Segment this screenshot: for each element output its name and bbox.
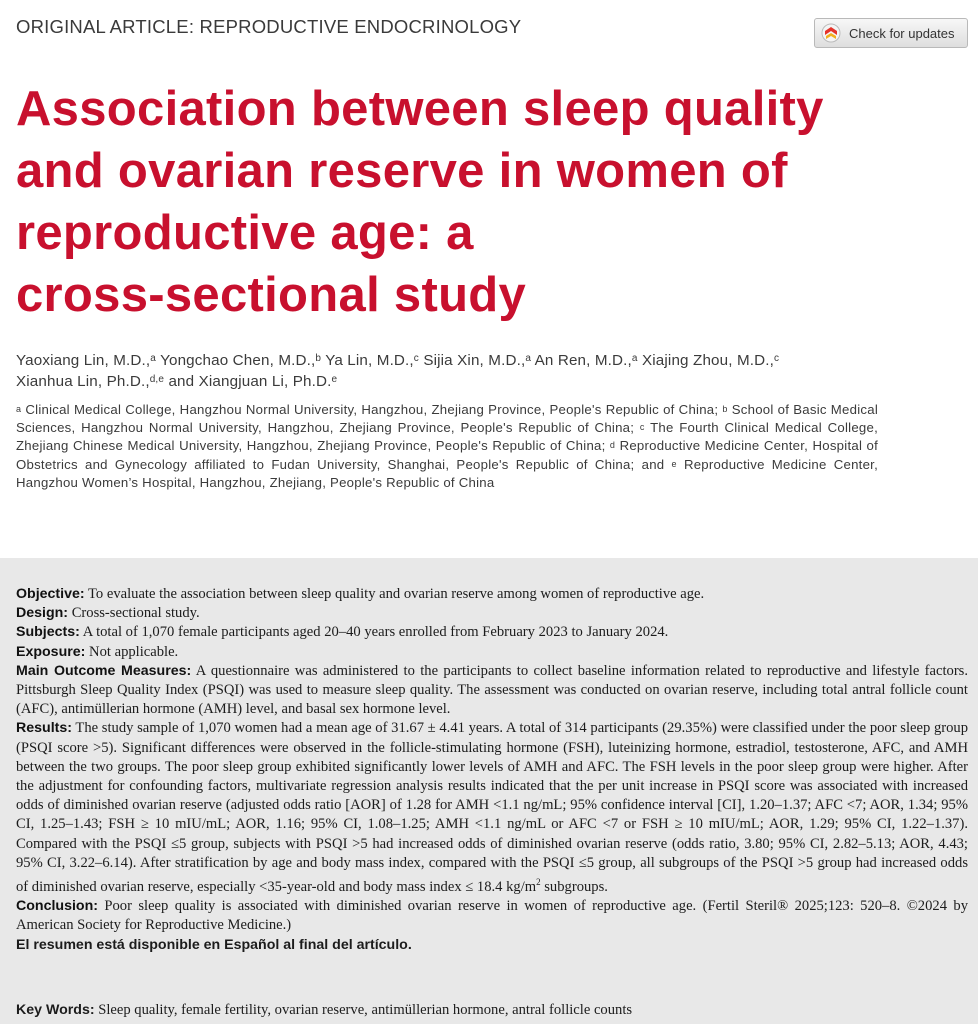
abstract-outcome	[16, 662, 968, 720]
abstract-results	[16, 719, 968, 897]
title-line: and ovarian reserve in women of	[16, 144, 788, 198]
abstract-subjects	[16, 623, 968, 642]
author-name: Yongchao Chen, M.D.,	[160, 352, 316, 369]
abstract-label: Main Outcome Measures:	[16, 662, 192, 679]
author-affiliation-mark: e	[331, 374, 338, 385]
affiliation-text: Reproductive Medicine Center, Hangzhou Women’s Hospital, Hangzhou, Zhejiang, People's Republic of China	[16, 456, 878, 490]
author-name: Xiajing Zhou, M.D.,	[642, 352, 774, 369]
abstract-text: To evaluate the association between sleep quality and ovarian reserve among women of reproductive age.	[88, 586, 705, 602]
abstract-label: Design:	[16, 605, 69, 622]
article-header	[16, 14, 968, 50]
crossmark-icon	[821, 23, 841, 43]
author-name: and Xiangjuan Li, Ph.D.	[168, 373, 332, 390]
abstract-design	[16, 604, 968, 623]
abstract-exposure	[16, 643, 968, 662]
spanish-abstract-note: El resumen está disponible en Español al final del artículo.	[16, 936, 412, 953]
affiliation-mark: e	[671, 458, 677, 469]
abstract-label: Objective:	[16, 586, 85, 602]
abstract-objective	[16, 585, 968, 604]
author-name: An Ren, M.D.,	[534, 352, 632, 369]
affiliation-mark: b	[722, 404, 728, 414]
keywords-text: Sleep quality, female fertility, ovarian reserve, antimüllerian hormone, antral follicle counts	[98, 1002, 633, 1018]
author-name: Xianhua Lin, Ph.D.,	[16, 373, 150, 390]
author-affiliation-mark: b	[315, 353, 322, 364]
abstract-text: Cross-sectional study.	[71, 605, 200, 622]
author-affiliation-mark: c	[774, 353, 780, 364]
check-for-updates-button[interactable]	[814, 18, 968, 48]
abstract-label: Exposure:	[16, 643, 86, 660]
abstract-label: Subjects:	[16, 624, 80, 641]
abstract-text: The study sample of 1,070 women had a mean age of 31.67 ± 4.41 years. A total of 314 participants (29.35%) were classified under the poor sleep group (PSQI score >5). Significant differences were observed in the follicle-stimulating hormone (FSH), luteinizing hormone, estradiol, testosterone, AFC, and AMH between the two groups. The poor sleep group exhibited significantly lower levels of AMH and AFC. The FSH levels in the poor sleep group were higher. After the adjustment for confounding factors, multivariate regression analysis results indicated that the per unit increase in PSQI score was associated with increased odds of diminished ovarian reserve (adjusted odds ratio [AOR] of 1.28 for AMH <1.1 ng/mL; 95% confidence interval [CI], 1.20–1.37; AFC <7; AOR, 1.34; 95% CI, 1.25–1.43; FSH ≥ 10 mIU/mL; AOR, 1.16; 95% CI, 1.08–1.25; AMH <1.1 ng/mL or AFC <7 or FSH ≥ 10 mIU/mL; AOR, 1.29; 95% CI, 1.22–1.37). Compared with the PSQI ≤5 group, subjects with PSQI >5 had increased odds of diminished ovarian reserve (odds ratio, 3.80; 95% CI, 2.82–5.13; AOR, 4.43; 95% CI, 3.22–6.14). After stratification by age and body mass index, compared with the PSQI ≤5 group, all subgroups of the PSQI >5 group had increased odds of diminished ovarian reserve, especially <35-year-old and body mass index ≤ 18.4 kg/m	[16, 720, 968, 895]
title-line: reproductive age: a	[16, 206, 474, 260]
abstract-label: Results:	[16, 720, 72, 737]
affiliation-list	[16, 401, 878, 492]
abstract-text: A questionnaire was administered to the participants to collect baseline information related to reproductive and lifestyle factors. Pittsburgh Sleep Quality Index (PSQI) was used to measure sleep quality. The assessment was conducted on ovarian reserve, including total antral follicle count (AFC), antimüllerian hormone (AMH) level, and basal sex hormone level.	[16, 662, 969, 718]
affiliation-text: School of Basic Medical Sciences, Hangzhou Normal University, Hangzhou, Zhejiang Province, People's Republic of China;	[16, 402, 878, 436]
abstract-text: A total of 1,070 female participants aged 20–40 years enrolled from February 2023 to January 2024.	[82, 624, 669, 641]
author-affiliation-mark: d,e	[149, 374, 165, 385]
abstract-text: subgroups.	[540, 878, 608, 895]
author-name: Ya Lin, M.D.,	[325, 352, 414, 369]
author-list	[16, 350, 896, 392]
title-line: Association between sleep quality	[16, 82, 824, 136]
article-type: ORIGINAL ARTICLE: REPRODUCTIVE ENDOCRINOLOGY	[16, 16, 522, 37]
abstract-conclusion	[16, 897, 968, 935]
affiliation-mark: c	[639, 422, 645, 433]
affiliation-mark: d	[609, 440, 616, 451]
article-title	[16, 78, 916, 326]
keywords	[16, 1001, 968, 1020]
abstract-text: Poor sleep quality is associated with diminished ovarian reserve in women of reproductive age. (Fertil Steril® 2025;123: 520–8. ©2024 by American Society for Reproductive Medicine.)	[16, 898, 968, 934]
abstract-text: Not applicable.	[89, 643, 179, 660]
abstract	[16, 585, 968, 955]
author-name: Yaoxiang Lin, M.D.,	[16, 352, 151, 369]
affiliation-text: Reproductive Medicine Center, Hospital of Obstetrics and Gynecology affiliated to Fudan University, Shanghai, People's Republic of China; and	[16, 438, 878, 472]
author-affiliation-mark: a	[631, 353, 638, 364]
author-name: Sijia Xin, M.D.,	[423, 352, 526, 369]
affiliation-mark: a	[16, 404, 22, 414]
abstract-label: Conclusion:	[16, 898, 98, 915]
author-affiliation-mark: a	[150, 353, 156, 364]
affiliation-text: The Fourth Clinical Medical College, Zhejiang Chinese Medical University, Hangzhou, Zhejiang Province, People's Republic of China;	[16, 420, 878, 454]
superscript: 2	[536, 877, 541, 888]
check-for-updates-label: Check for updates	[849, 25, 955, 41]
author-affiliation-mark: c	[413, 353, 419, 364]
keywords-label: Key Words:	[16, 1002, 95, 1018]
title-line: cross-sectional study	[16, 268, 527, 322]
affiliation-text: Clinical Medical College, Hangzhou Normal University, Hangzhou, Zhejiang Province, People's Republic of China;	[25, 402, 719, 417]
author-affiliation-mark: a	[525, 353, 532, 364]
